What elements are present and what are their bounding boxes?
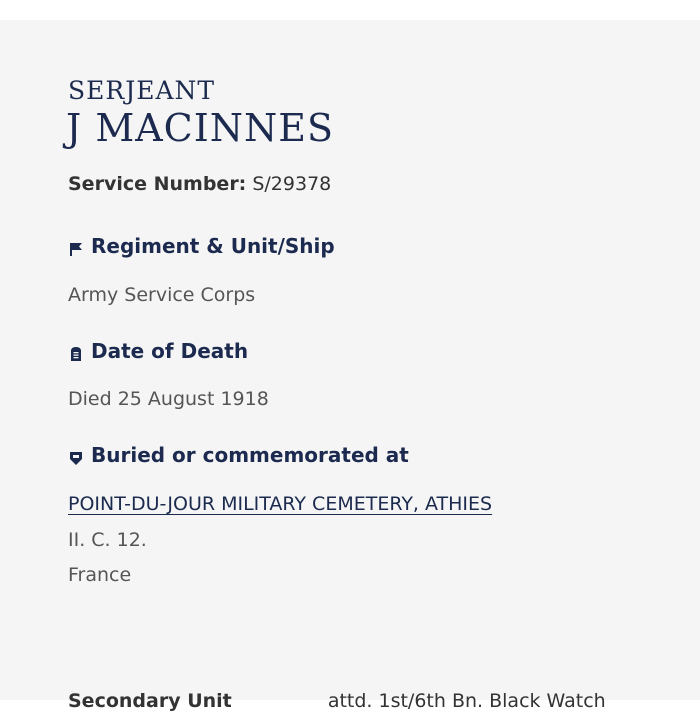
rank-label: SERJEANT [68, 76, 216, 105]
burial-heading-text: Buried or commemorated at [91, 443, 409, 467]
regiment-heading-text: Regiment & Unit/Ship [91, 234, 335, 258]
secondary-unit-value: attd. 1st/6th Bn. Black Watch [327, 690, 606, 712]
death-heading-text: Date of Death [91, 339, 249, 363]
burial-country: France [68, 564, 132, 586]
casualty-name: J MACINNES [66, 106, 335, 150]
regiment-value: Army Service Corps [68, 284, 256, 306]
death-value: Died 25 August 1918 [68, 388, 269, 410]
grave-reference: II. C. 12. [68, 529, 147, 551]
service-number [68, 173, 331, 195]
service-number-value: S/29378 [252, 173, 332, 195]
death-heading [68, 339, 248, 363]
service-number-label: Service Number: [68, 173, 247, 195]
record-panel [0, 20, 700, 712]
headstone-icon [68, 343, 84, 359]
regiment-heading [68, 234, 335, 258]
cemetery-link[interactable]: POINT-DU-JOUR MILITARY CEMETERY, ATHIES [68, 493, 493, 515]
shield-icon [68, 447, 84, 463]
secondary-unit-row [68, 690, 606, 712]
flag-icon [68, 238, 84, 254]
secondary-unit-label: Secondary Unit [68, 690, 232, 712]
burial-heading [68, 443, 409, 467]
